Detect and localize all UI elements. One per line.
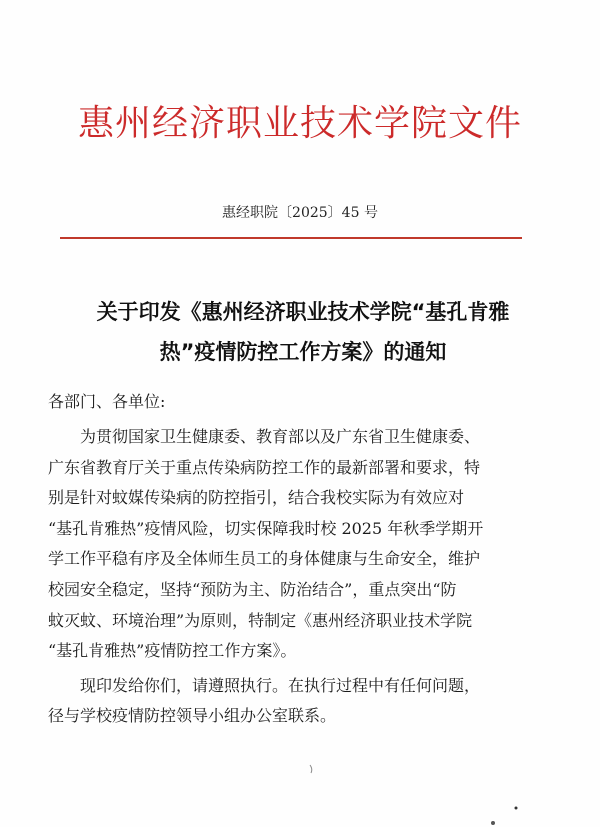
- paragraph-line: 径与学校疫情防控领导小组办公室联系。: [48, 705, 337, 725]
- paragraph-line: 蚊灭蚊、环境治理”为原则，特制定《惠州经济职业技术学院: [48, 610, 473, 630]
- notice-title-line: 热”疫情防控工作方案》的通知: [159, 340, 447, 364]
- scan-speck: [491, 821, 495, 825]
- paragraph-line: 现印发给你们，请遵照执行。在执行过程中有任何问题，: [80, 675, 481, 695]
- paragraph-line: 别是针对蚊媒传染病的防控指引，结合我校实际为有效应对: [48, 488, 465, 508]
- document-number: 惠经职院〔2025〕45 号: [222, 205, 378, 221]
- salutation: 各部门、各单位:: [48, 392, 166, 411]
- notice-title: [48, 292, 558, 372]
- paragraph-instruction: [48, 671, 558, 731]
- paragraph-line: 为贯彻国家卫生健康委、教育部以及广东省卫生健康委、: [80, 427, 481, 446]
- notice-body: [48, 386, 558, 731]
- scan-speck: [515, 807, 518, 810]
- paragraph-line: “基孔肯雅热”疫情风险，切实保障我时校 2025 年秋季学期开: [48, 518, 484, 538]
- paragraph-line: 学工作平稳有序及全体师生员工的身体健康与生命安全，维护: [48, 549, 481, 569]
- paragraph-line: 广东省教育厅关于重点传染病防控工作的最新部署和要求，特: [48, 457, 481, 477]
- paragraph-line: “基孔肯雅热”疫情防控工作方案》。: [48, 641, 297, 661]
- header-red-rule: [60, 237, 522, 239]
- notice-title-line: 关于印发《惠州经济职业技术学院“基孔肯雅: [96, 300, 510, 324]
- paragraph-main: [48, 422, 558, 667]
- scan-speck: [310, 765, 312, 773]
- document-header-title: 惠州经济职业技术学院文件: [77, 103, 522, 144]
- paragraph-line: 校园安全稳定，坚持“预防为主、防治结合”，重点突出“防: [48, 579, 457, 599]
